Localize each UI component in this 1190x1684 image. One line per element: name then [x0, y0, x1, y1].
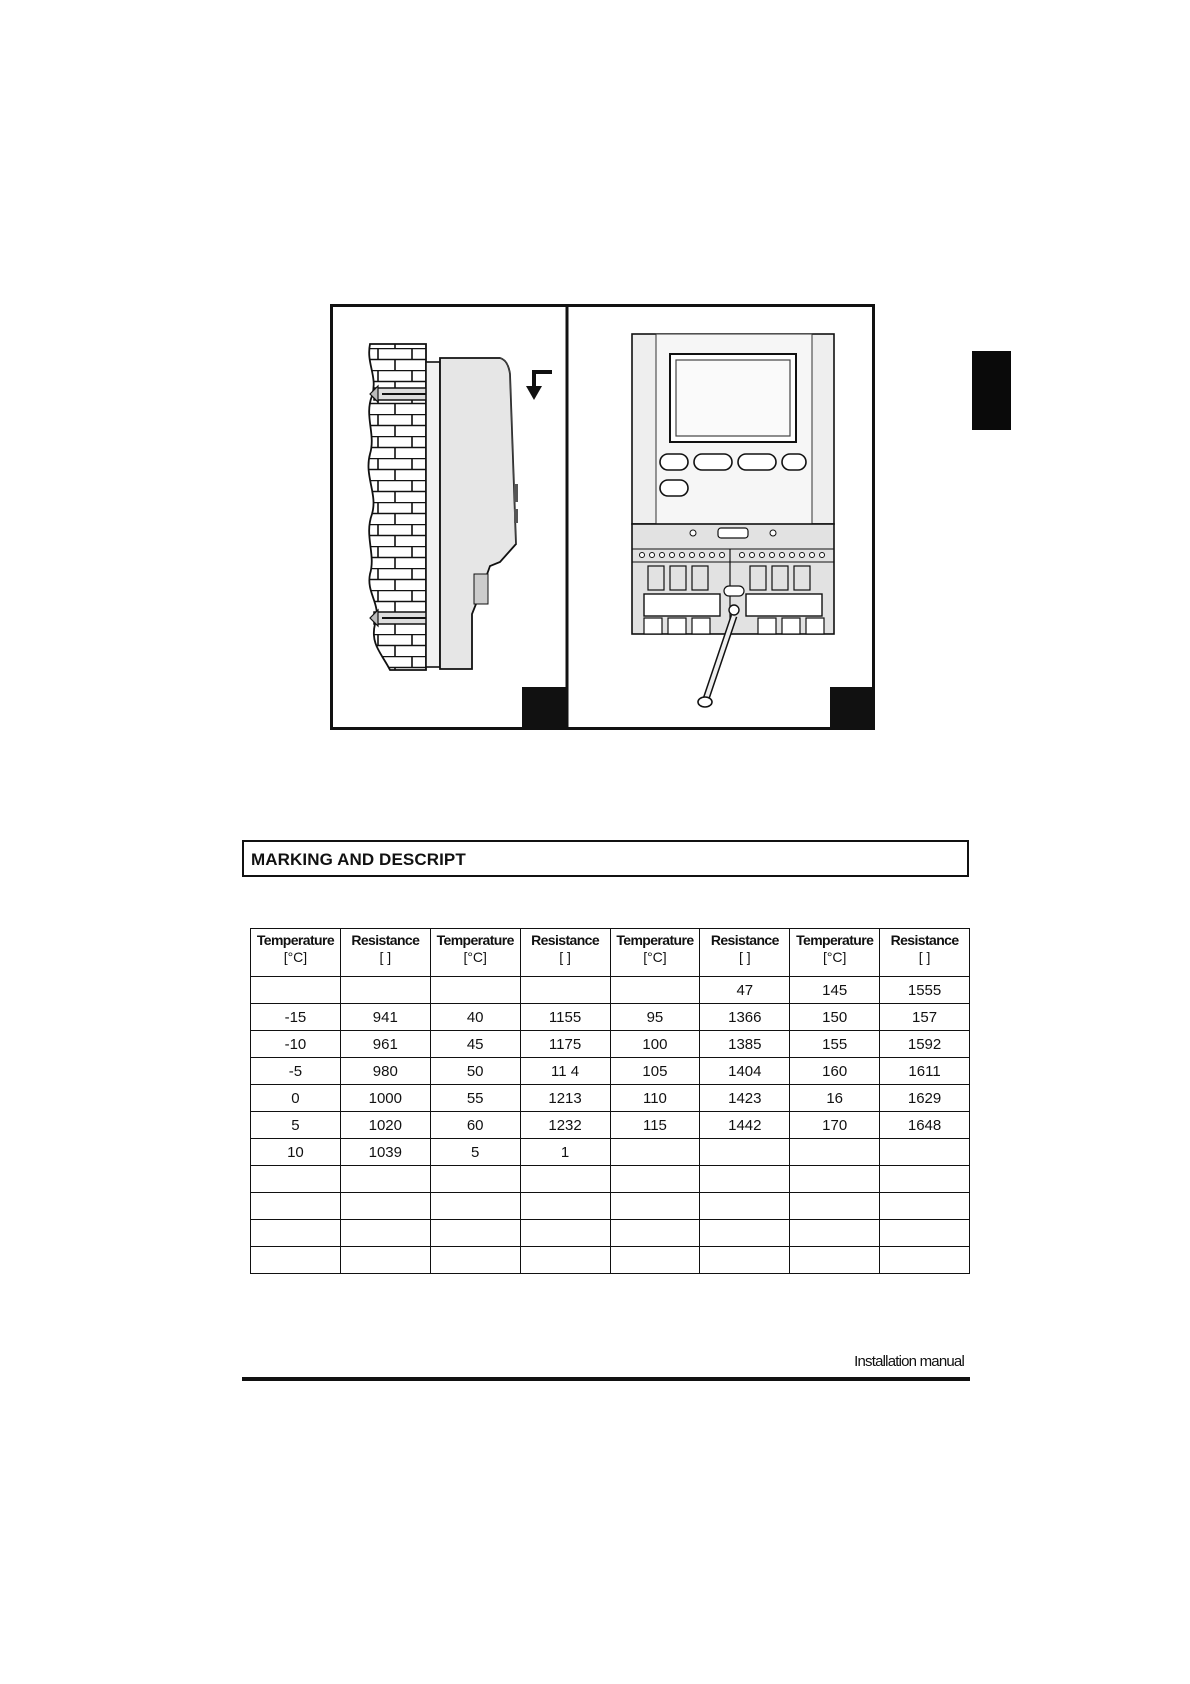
- table-cell: [430, 1247, 520, 1274]
- column-header-title: Temperature: [436, 932, 514, 948]
- table-cell: [430, 1220, 520, 1247]
- table-cell: 1404: [700, 1058, 790, 1085]
- table-row: [251, 1220, 970, 1247]
- table-cell: [251, 1220, 341, 1247]
- table-cell: [610, 1220, 700, 1247]
- table-cell: 50: [430, 1058, 520, 1085]
- column-header: [880, 929, 970, 977]
- table-row: [251, 1193, 970, 1220]
- table-cell: 1385: [700, 1031, 790, 1058]
- table-cell: [700, 1247, 790, 1274]
- column-header-title: Temperature: [616, 932, 694, 948]
- section-title: MARKING AND DESCRIPT: [251, 850, 466, 869]
- table-cell: [340, 1193, 430, 1220]
- wall-plug-upper: [370, 386, 432, 402]
- table-cell: [251, 1166, 341, 1193]
- footer-label: Installation manual: [854, 1353, 964, 1370]
- table-cell: 1648: [880, 1112, 970, 1139]
- table-cell: -5: [251, 1058, 341, 1085]
- table-row: [251, 1139, 970, 1166]
- column-header-unit: [ ]: [918, 949, 931, 965]
- table-row: [251, 1112, 970, 1139]
- table-cell: [520, 1247, 610, 1274]
- wall-plug-lower: [370, 610, 432, 626]
- table-cell: [430, 1193, 520, 1220]
- table-cell: [880, 1220, 970, 1247]
- table-cell: [610, 1166, 700, 1193]
- table-cell: 170: [790, 1112, 880, 1139]
- table-row: [251, 977, 970, 1004]
- table-cell: [790, 1220, 880, 1247]
- table-cell: 1232: [520, 1112, 610, 1139]
- figure-marker-right: [830, 687, 874, 728]
- table-cell: 1039: [340, 1139, 430, 1166]
- table-cell: [430, 977, 520, 1004]
- table-header-row: [251, 929, 970, 977]
- table-cell: [700, 1193, 790, 1220]
- table-cell: [610, 977, 700, 1004]
- figure-marker-left: [522, 687, 566, 728]
- table-cell: 55: [430, 1085, 520, 1112]
- column-header: [790, 929, 880, 977]
- table-cell: [790, 1193, 880, 1220]
- table-cell: [610, 1193, 700, 1220]
- table-cell: [340, 1166, 430, 1193]
- table-cell: [340, 1247, 430, 1274]
- table-cell: 1555: [880, 977, 970, 1004]
- table-cell: 145: [790, 977, 880, 1004]
- column-header-title: Resistance: [710, 932, 779, 948]
- table-cell: 60: [430, 1112, 520, 1139]
- table-cell: [700, 1139, 790, 1166]
- column-header: [610, 929, 700, 977]
- table-cell: 11 4: [520, 1058, 610, 1085]
- button-esc-icon: [660, 480, 688, 496]
- column-header-unit: [ ]: [379, 949, 392, 965]
- table-cell: 155: [790, 1031, 880, 1058]
- table-cell: [520, 1193, 610, 1220]
- column-header-title: Resistance: [351, 932, 420, 948]
- column-header-unit: [°C]: [463, 949, 487, 965]
- column-header-unit: [ ]: [559, 949, 571, 965]
- column-header-unit: [°C]: [283, 949, 308, 965]
- column-header: [700, 929, 790, 977]
- table-row: [251, 1058, 970, 1085]
- section-header: [242, 840, 969, 877]
- table-cell: 1155: [520, 1004, 610, 1031]
- table-cell: 1366: [700, 1004, 790, 1031]
- column-header-title: Resistance: [890, 932, 959, 948]
- table-cell: 16: [790, 1085, 880, 1112]
- table-cell: 1213: [520, 1085, 610, 1112]
- table-cell: 1442: [700, 1112, 790, 1139]
- table-cell: 1000: [340, 1085, 430, 1112]
- table-cell: 1: [520, 1139, 610, 1166]
- table-cell: [251, 1193, 341, 1220]
- footer-rule: [242, 1377, 970, 1381]
- table-row: [251, 1085, 970, 1112]
- table-cell: -15: [251, 1004, 341, 1031]
- table-cell: 160: [790, 1058, 880, 1085]
- table-cell: [520, 1166, 610, 1193]
- table-cell: [790, 1139, 880, 1166]
- table-cell: [880, 1247, 970, 1274]
- button-right-icon: [782, 454, 806, 470]
- table-cell: [880, 1193, 970, 1220]
- table-cell: 5: [251, 1112, 341, 1139]
- table-row: [251, 1247, 970, 1274]
- column-header-title: Temperature: [796, 932, 874, 948]
- table-cell: 105: [610, 1058, 700, 1085]
- table-cell: 1592: [880, 1031, 970, 1058]
- table-cell: 5: [430, 1139, 520, 1166]
- column-header: [520, 929, 610, 977]
- resistance-table: [250, 928, 970, 1274]
- table-cell: [340, 977, 430, 1004]
- table-cell: 980: [340, 1058, 430, 1085]
- table-cell: [790, 1247, 880, 1274]
- table-cell: [880, 1139, 970, 1166]
- table-row: [251, 1031, 970, 1058]
- column-header-title: Temperature: [256, 932, 335, 948]
- table-cell: 100: [610, 1031, 700, 1058]
- table-cell: 1423: [700, 1085, 790, 1112]
- table-cell: 941: [340, 1004, 430, 1031]
- table-cell: 95: [610, 1004, 700, 1031]
- table-cell: 110: [610, 1085, 700, 1112]
- table-cell: 150: [790, 1004, 880, 1031]
- column-header: [251, 929, 341, 977]
- table-cell: [340, 1220, 430, 1247]
- table-cell: -10: [251, 1031, 341, 1058]
- chapter-tab: [972, 351, 1011, 430]
- table-cell: 40: [430, 1004, 520, 1031]
- table-cell: [700, 1166, 790, 1193]
- table-cell: [430, 1166, 520, 1193]
- table-cell: 115: [610, 1112, 700, 1139]
- table-cell: 1629: [880, 1085, 970, 1112]
- table-cell: [880, 1166, 970, 1193]
- column-header-unit: [°C]: [822, 949, 847, 965]
- button-left-icon: [660, 454, 688, 470]
- table-cell: 47: [700, 977, 790, 1004]
- column-header-unit: [°C]: [643, 949, 667, 965]
- table-cell: [520, 977, 610, 1004]
- table-cell: 45: [430, 1031, 520, 1058]
- table-cell: 1020: [340, 1112, 430, 1139]
- installation-figure: [330, 304, 875, 730]
- table-cell: 0: [251, 1085, 341, 1112]
- table-cell: [700, 1220, 790, 1247]
- table-cell: [520, 1220, 610, 1247]
- table-row: [251, 1004, 970, 1031]
- button-plus-icon: [738, 454, 776, 470]
- table-cell: 1175: [520, 1031, 610, 1058]
- table-cell: [610, 1139, 700, 1166]
- column-header: [430, 929, 520, 977]
- table-cell: 1611: [880, 1058, 970, 1085]
- table-cell: [251, 977, 341, 1004]
- table-cell: 157: [880, 1004, 970, 1031]
- column-header-unit: [ ]: [738, 949, 751, 965]
- table-cell: [790, 1166, 880, 1193]
- table-cell: 961: [340, 1031, 430, 1058]
- column-header: [340, 929, 430, 977]
- table-cell: [251, 1247, 341, 1274]
- column-header-title: Resistance: [531, 932, 600, 948]
- table-row: [251, 1166, 970, 1193]
- table-cell: [610, 1247, 700, 1274]
- button-minus-icon: [694, 454, 732, 470]
- table-cell: 10: [251, 1139, 341, 1166]
